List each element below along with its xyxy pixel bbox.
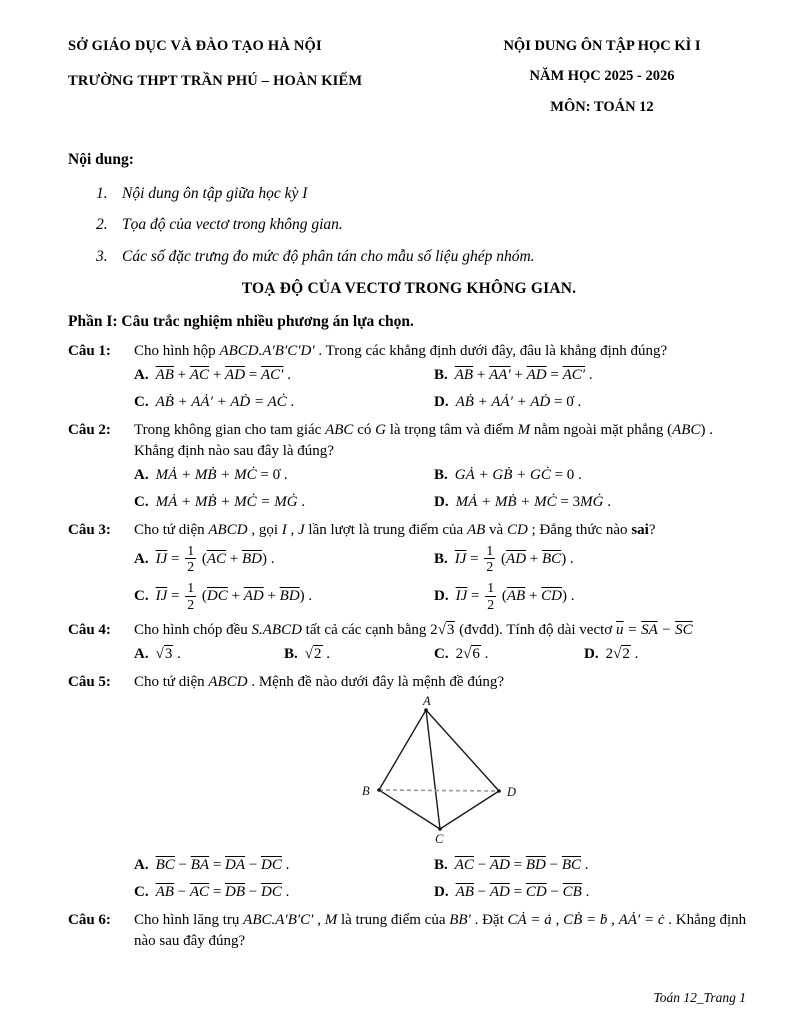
- option-text: $\overline{IJ}$ = $\frac{1}{2}$ $(\overline{AD} + \overline{BC})$ .: [454, 543, 574, 575]
- answer-option-b: [434, 855, 750, 876]
- answer-options: [134, 855, 750, 903]
- option-key: C.: [134, 394, 149, 411]
- option-text: √3 .: [155, 645, 181, 662]
- option-key: D.: [584, 645, 599, 662]
- question-label: Câu 2:: [68, 422, 111, 439]
- list-item: [96, 246, 750, 268]
- vertex-label-c: C: [435, 831, 444, 845]
- answer-options: [134, 465, 750, 513]
- header-school-block: [68, 36, 362, 127]
- question-4: [68, 620, 750, 665]
- option-text: √2 .: [304, 645, 330, 662]
- option-text: $\overline{IJ}$ = $\frac{1}{2}$ $(\overline{AC} + \overline{BD})$ .: [155, 543, 275, 575]
- question-text: Cho hình hộp ABCD.A′B′C′D′ . Trong các khẳng định dưới đây, đâu là khẳng định đúng?: [134, 343, 668, 360]
- question-1: [68, 341, 750, 413]
- option-key: D.: [434, 588, 449, 605]
- option-text: $\overline{BC} - \overline{BA} = \overline{DA} - \overline{DC}$ .: [155, 856, 290, 873]
- list-item-number: 1.: [96, 184, 108, 202]
- exam-title: NỘI DUNG ÔN TẬP HỌC KÌ I: [503, 38, 701, 54]
- answer-option-d: [434, 581, 750, 612]
- question-5: [68, 672, 750, 903]
- part-title: Phần I: Câu trắc nghiệm nhiều phương án lựa chọn.: [68, 313, 414, 331]
- option-text: $\overline{AB} - \overline{AC} = \overline{DB} - \overline{DC}$ .: [155, 883, 290, 900]
- question-body: [134, 520, 750, 613]
- subject-name: MÔN: TOÁN 12: [550, 98, 654, 115]
- tetrahedron-figure: [334, 695, 544, 852]
- answer-option-c: [434, 644, 584, 665]
- list-item-number: 2.: [96, 216, 108, 234]
- option-text: $\overline{AB} - \overline{AD} = \overline{CD} - \overline{CB}$ .: [455, 883, 590, 900]
- option-text: AḂ + AȦ′ + AḊ = AĊ .: [155, 394, 295, 411]
- vertex-label-b: B: [362, 783, 370, 798]
- option-key: A.: [134, 467, 149, 484]
- school-year: NĂM HỌC 2025 - 2026: [529, 68, 675, 85]
- option-key: B.: [434, 467, 448, 484]
- option-text: $\overline{AB} + \overline{AC} + \overline{AD} = AC'$ .: [155, 367, 291, 384]
- question-label: Câu 6:: [68, 911, 111, 928]
- question-text: Trong không gian cho tam giác ABC có G là trọng tâm và điểm M nằm ngoài mặt phẳng (ABC) . Khẳng định nào sau đây là đúng?: [134, 422, 713, 460]
- option-key: A.: [134, 856, 149, 873]
- answer-option-a: [134, 465, 434, 486]
- question-body: [134, 420, 750, 513]
- option-text: $\overline{AB} + AA' + \overline{AD} = AC'$ .: [454, 367, 593, 384]
- answer-option-b: [434, 465, 750, 486]
- answer-option-d: [434, 882, 750, 903]
- answer-option-b: [434, 544, 750, 575]
- question-body: [134, 620, 750, 665]
- answer-option-a: [134, 544, 434, 575]
- document-header: [68, 36, 750, 127]
- option-text: MȦ + MḂ + MĊ = 0̇ .: [155, 467, 288, 484]
- option-key: B.: [434, 551, 448, 568]
- question-2: [68, 420, 750, 513]
- vertex-label-d: D: [507, 784, 517, 799]
- option-key: B.: [434, 856, 448, 873]
- option-text: MȦ + MḂ + MĊ = 3MĠ .: [455, 494, 611, 511]
- question-body: [134, 672, 750, 903]
- answer-option-a: [134, 365, 434, 386]
- list-item-number: 3.: [96, 247, 108, 265]
- option-text: $\overline{IJ}$ = $\frac{1}{2}$ $(\overline{DC} + \overline{AD} + \overline{BD})$ .: [155, 580, 313, 612]
- answer-option-d: [584, 644, 750, 665]
- page-footer: Toán 12_Trang 1: [653, 990, 746, 1006]
- option-key: C.: [134, 494, 149, 511]
- option-text: $\overline{AC} - \overline{AD} = \overline{BD} - \overline{BC}$ .: [454, 856, 589, 873]
- question-text: Cho tứ diện ABCD . Mệnh đề nào dưới đây là mệnh đề đúng?: [134, 673, 504, 690]
- list-item-text: Nội dung ôn tập giữa học kỳ I: [122, 184, 308, 202]
- answer-option-d: [434, 392, 750, 413]
- question-label: Câu 1:: [68, 343, 111, 360]
- list-item-text: Các số đặc trưng đo mức độ phân tán cho mẫu số liệu ghép nhóm.: [122, 247, 535, 265]
- question-body: [134, 341, 750, 413]
- option-key: A.: [134, 367, 149, 384]
- answer-option-c: [134, 882, 434, 903]
- answer-option-c: [134, 581, 434, 612]
- option-key: C.: [134, 588, 149, 605]
- list-item-text: Tọa độ của vectơ trong không gian.: [122, 216, 343, 234]
- list-item: [96, 183, 750, 205]
- option-key: B.: [434, 367, 448, 384]
- option-key: A.: [134, 645, 149, 662]
- header-exam-block: [482, 36, 722, 127]
- question-text: Cho tứ diện ABCD , gọi I , J lần lượt là trung điểm của AB và CD ; Đẳng thức nào sai?: [134, 522, 656, 539]
- content-list: [68, 183, 750, 268]
- answer-option-c: [134, 392, 434, 413]
- option-key: B.: [284, 645, 298, 662]
- question-6: [68, 910, 750, 952]
- list-item: [96, 214, 750, 236]
- option-text: $\overline{IJ}$ = $\frac{1}{2}$ $(\overline{AB} + \overline{CD})$ .: [455, 580, 575, 612]
- option-key: D.: [434, 494, 449, 511]
- option-key: C.: [434, 645, 449, 662]
- department-name: SỞ GIÁO DỤC VÀ ĐÀO TẠO HÀ NỘI: [68, 38, 322, 54]
- option-text: GȦ + GḂ + GĊ = 0 .: [454, 467, 582, 484]
- option-key: A.: [134, 551, 149, 568]
- question-label: Câu 5:: [68, 673, 111, 690]
- content-label: Nội dung:: [68, 150, 134, 168]
- answer-options: [134, 544, 750, 613]
- vertex-label-a: A: [423, 694, 431, 708]
- question-3: [68, 520, 750, 613]
- question-text: Cho hình lăng trụ ABC.A′B′C′ , M là trung điểm của BB′ . Đặt CȦ = ȧ , CḂ = ḃ , AȦ′ = ċ . Khẳng định nào sau đây đúng?: [134, 911, 747, 949]
- question-text: Cho hình chóp đều S.ABCD tất cả các cạnh bằng 2√3 (đvđd). Tính độ dài vectơ $\overline{u} = \overline{SA} - \overline{SC}$: [134, 621, 693, 638]
- answer-option-d: [434, 492, 750, 513]
- option-text: 2√6 .: [455, 645, 489, 662]
- answer-option-a: [134, 855, 434, 876]
- option-key: D.: [434, 883, 449, 900]
- question-body: [134, 910, 750, 952]
- option-text: AḂ + AȦ′ + AḊ = 0̇ .: [455, 394, 582, 411]
- option-text: 2√2 .: [605, 645, 639, 662]
- answer-option-b: [434, 365, 750, 386]
- section-title: TOẠ ĐỘ CỦA VECTƠ TRONG KHÔNG GIAN.: [241, 279, 577, 297]
- answer-options: [134, 365, 750, 413]
- option-key: C.: [134, 883, 149, 900]
- answer-option-c: [134, 492, 434, 513]
- answer-option-a: [134, 644, 284, 665]
- question-label: Câu 4:: [68, 621, 111, 638]
- question-label: Câu 3:: [68, 522, 111, 539]
- school-name: TRƯỜNG THPT TRẦN PHÚ – HOÀN KIẾM: [68, 73, 363, 90]
- hidden-edge-bd: [379, 790, 499, 791]
- option-key: D.: [434, 394, 449, 411]
- answer-option-b: [284, 644, 434, 665]
- option-text: MȦ + MḂ + MĊ = MĠ .: [155, 494, 306, 511]
- answer-options: [134, 644, 750, 665]
